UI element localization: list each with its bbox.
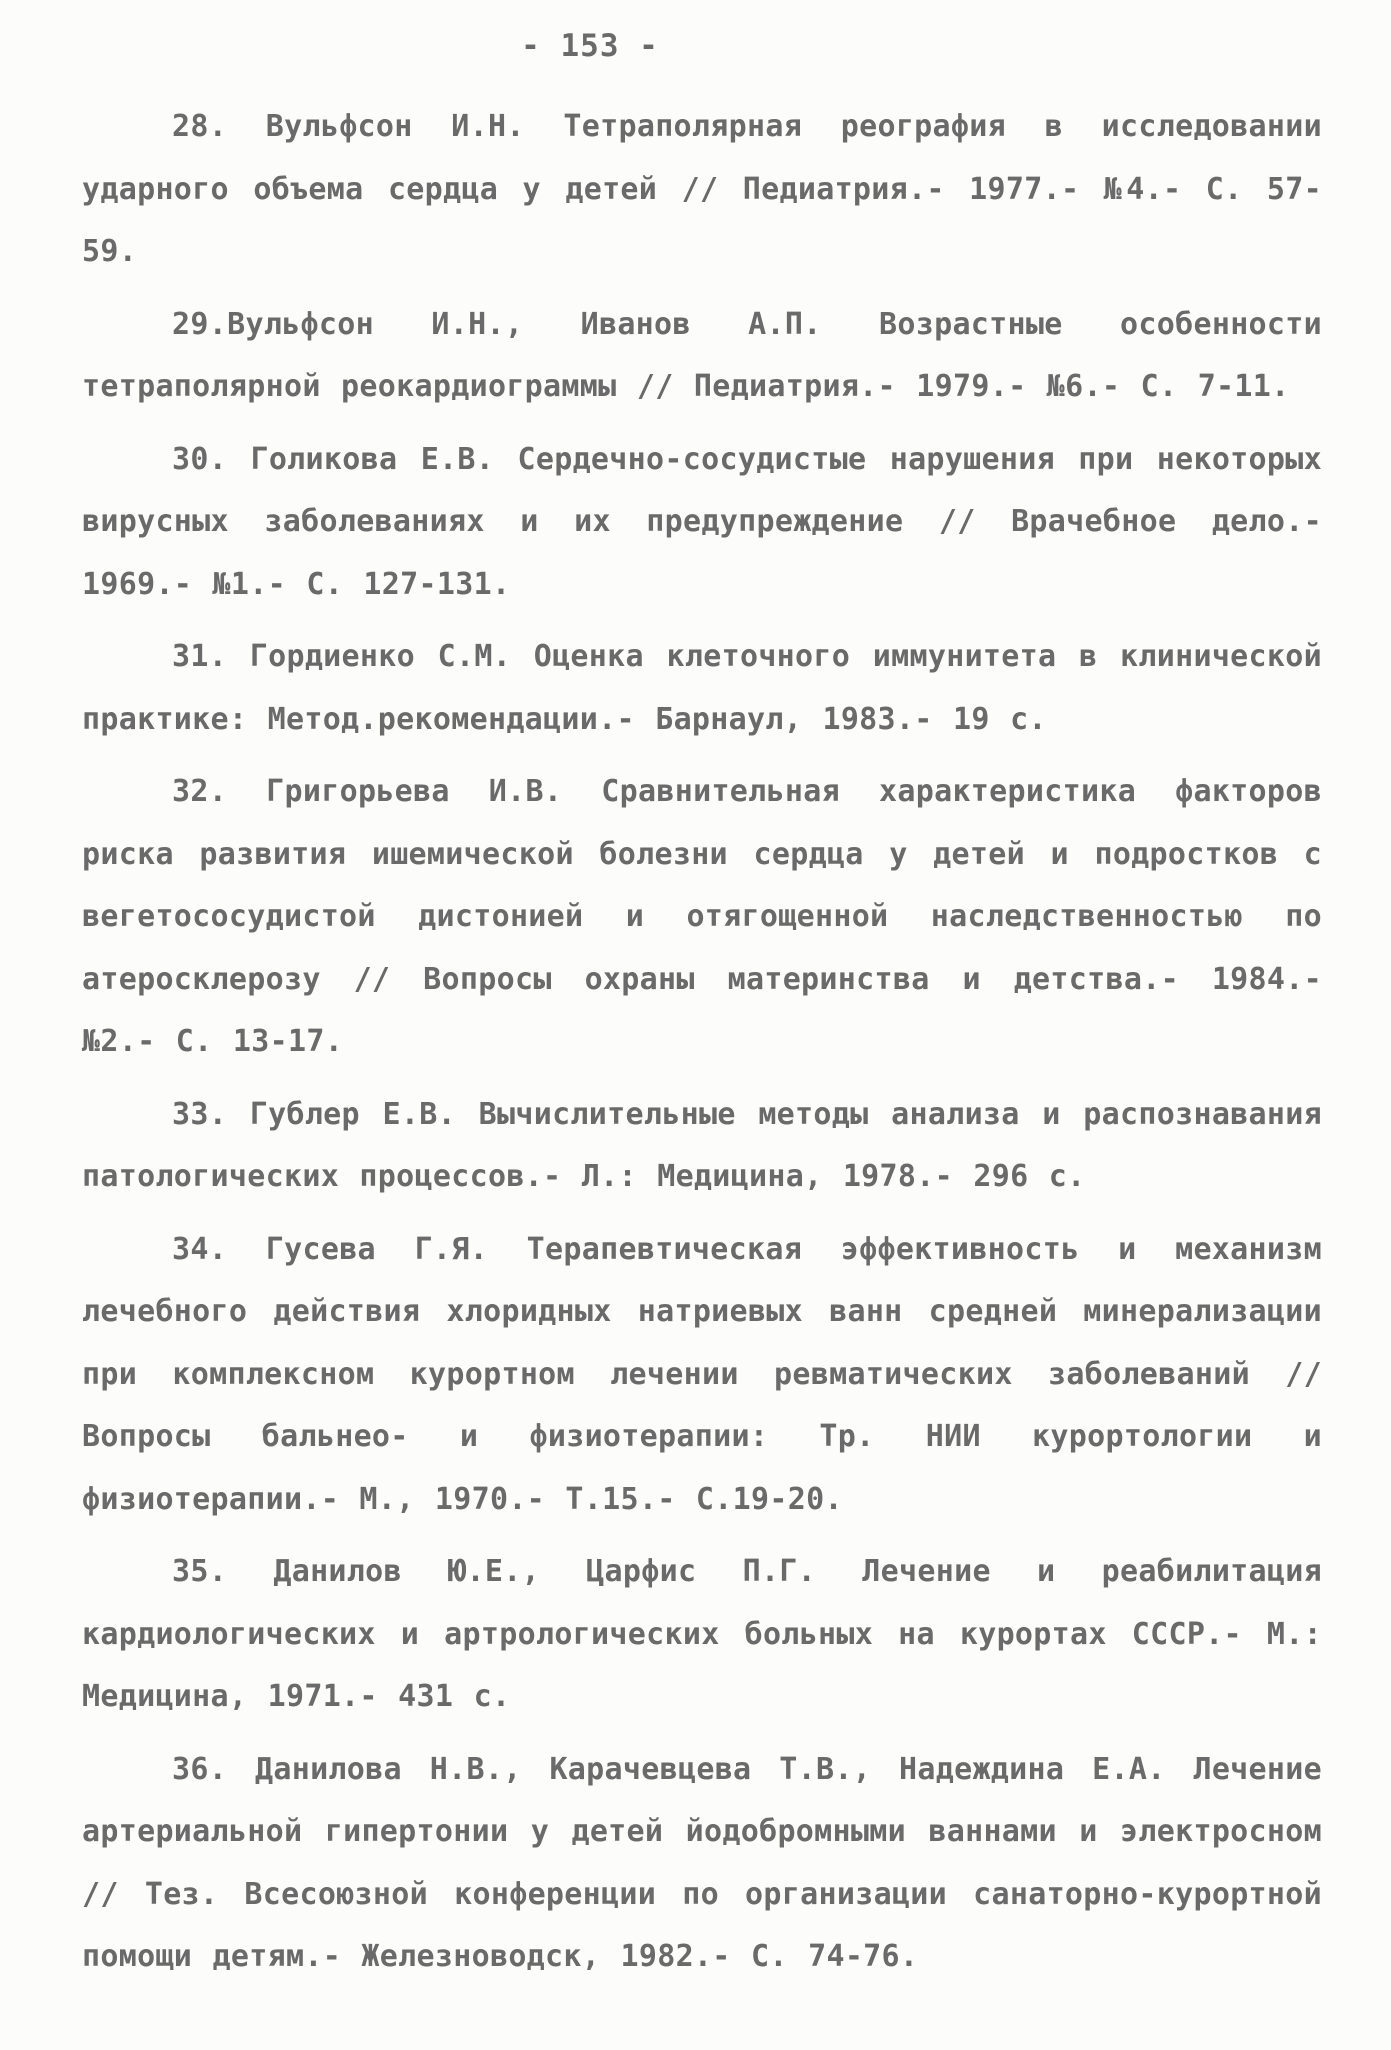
reference-number: 30.	[172, 441, 228, 477]
reference-text: Гусева Г.Я. Терапевтическая эффективность и механизм лечебного действия хлоридных натриевых ванн средней минерализации при комплексном курортном лечении ревматических заболеваний // Вопросы бальнео- и физиотерапии: Тр. НИИ курортологии и физиотерапии.- М., 1970.- Т.15.- С.19-20.	[82, 1231, 1322, 1517]
reference-number: 29.	[172, 306, 228, 342]
reference-list	[82, 96, 1322, 1999]
reference-entry	[82, 1541, 1322, 1729]
reference-text: Гублер Е.В. Вычислительные методы анализа и распознавания патологических процессов.- Л.: Медицина, 1978.- 296 с.	[82, 1096, 1322, 1194]
reference-entry	[82, 626, 1322, 751]
reference-entry	[82, 96, 1322, 284]
reference-entry	[82, 761, 1322, 1074]
reference-number: 32.	[172, 774, 228, 809]
reference-number: 28.	[172, 109, 228, 144]
reference-entry	[82, 294, 1322, 419]
reference-text: Григорьева И.В. Сравнительная характеристика факторов риска развития ишемической болезни сердца у детей и подростков с вегетососудистой дистонией и отягощенной наследственностью по атеросклерозу // Вопросы охраны материнства и детства.- 1984.- №2.- С. 13-17.	[82, 774, 1322, 1059]
reference-entry	[82, 429, 1322, 617]
reference-number: 33.	[172, 1096, 228, 1132]
reference-number: 36.	[172, 1751, 228, 1787]
reference-entry	[82, 1084, 1322, 1209]
reference-number: 35.	[172, 1554, 228, 1589]
reference-text: Данилова Н.В., Карачевцева Т.В., Надеждина Е.А. Лечение артериальной гипертонии у детей йодобромными ваннами и электросном // Тез. Всесоюзной конференции по организации санаторно-курортной помощи детям.- Железноводск, 1982.- С. 74-76.	[82, 1751, 1322, 1974]
reference-text: Гордиенко С.М. Оценка клеточного иммунитета в клинической практике: Метод.рекомендации.- Барнаул, 1983.- 19 с.	[82, 639, 1322, 737]
reference-text: Данилов Ю.Е., Царфис П.Г. Лечение и реабилитация кардиологических и артрологических больных на курортах СССР.- М.: Медицина, 1971.- 431 с.	[82, 1554, 1322, 1714]
reference-entry	[82, 1739, 1322, 1989]
reference-number: 34.	[172, 1231, 228, 1267]
page-number: - 153 -	[521, 28, 659, 64]
reference-text: Голикова Е.В. Сердечно-сосудистые нарушения при некоторых вирусных заболеваниях и их предупреждение // Врачебное дело.- 1969.- №1.- С. 127-131.	[82, 441, 1322, 602]
reference-text: Вульфсон И.Н., Иванов А.П. Возрастные особенности тетраполярной реокардиограммы // Педиатрия.- 1979.- №6.- С. 7-11.	[82, 306, 1322, 404]
reference-entry	[82, 1219, 1322, 1532]
reference-text: Вульфсон И.Н. Тетраполярная реография в исследовании ударного объема сердца у детей // Педиатрия.- 1977.- №4.- С. 57-59.	[82, 109, 1322, 269]
reference-number: 31.	[172, 639, 228, 674]
